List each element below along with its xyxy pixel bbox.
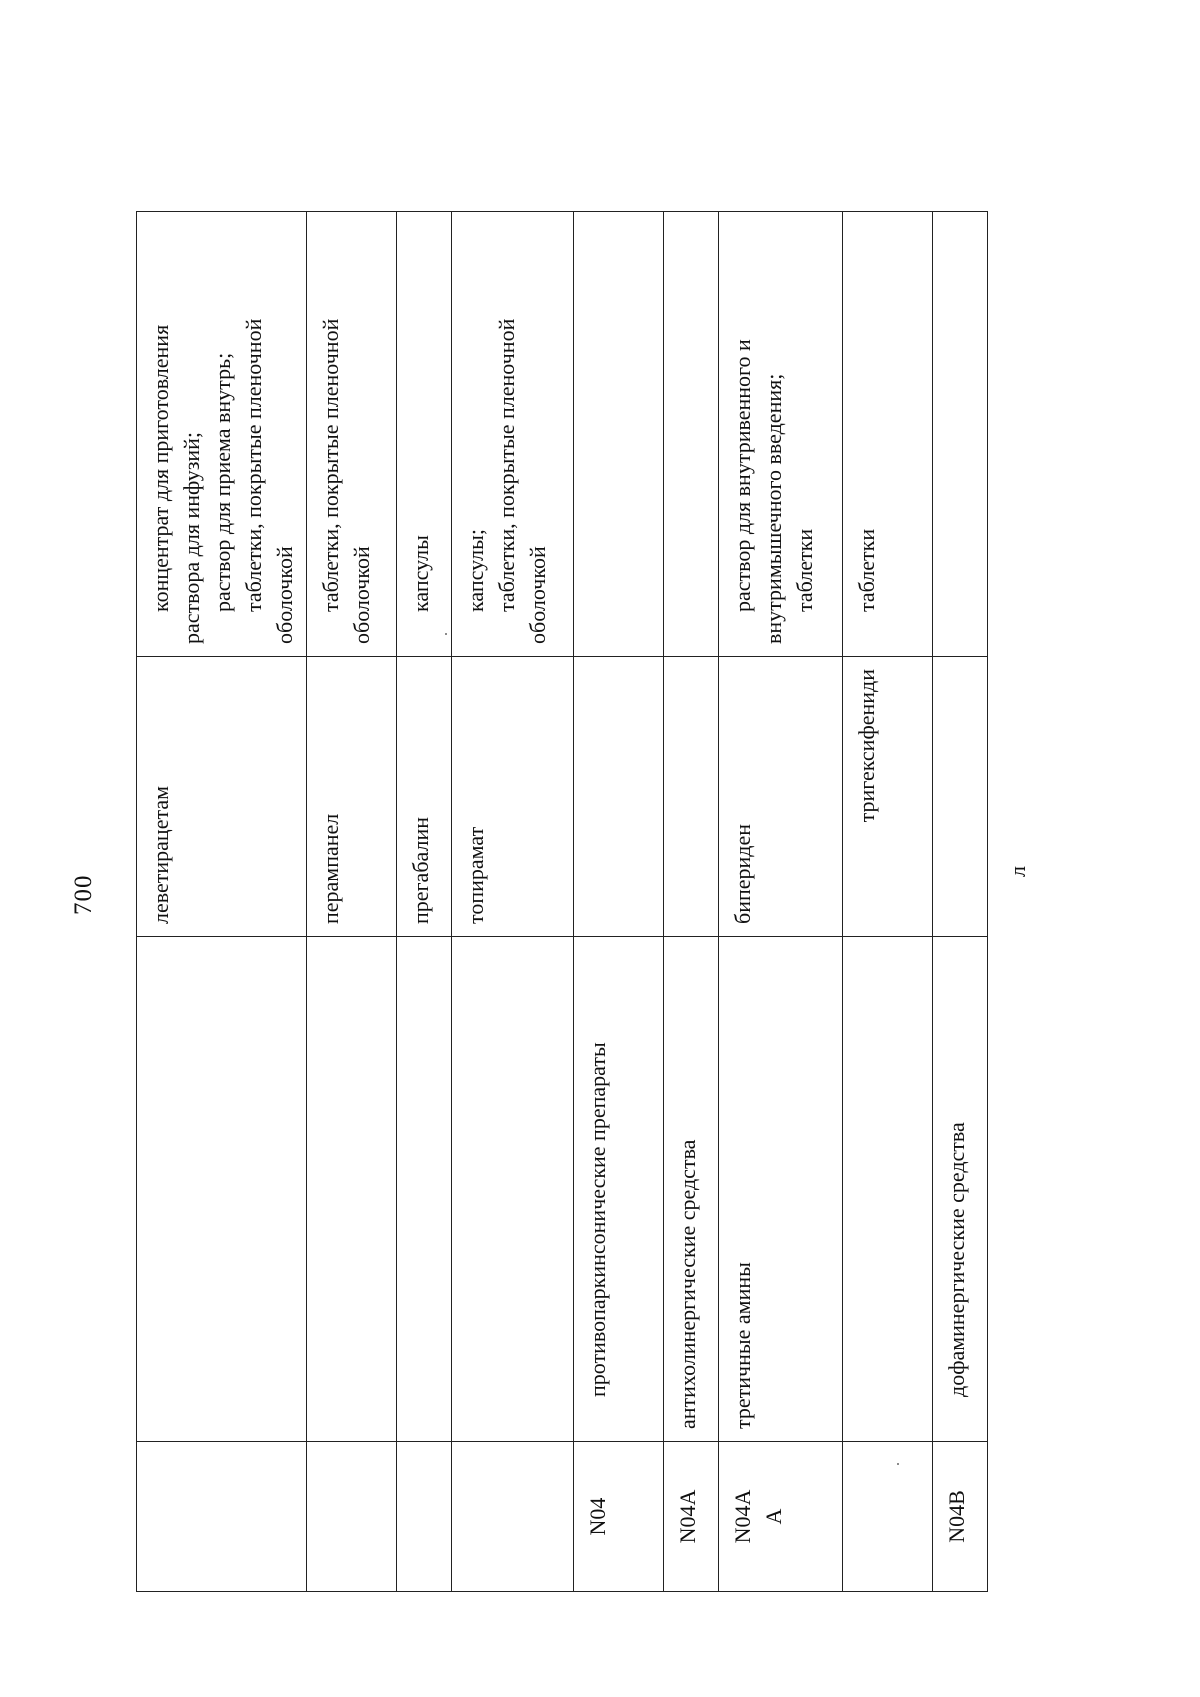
dosage-form-cell: концентрат для приготовления раствора для инфузий; раствор для приема внутрь; таблетки, покрытые пленочной оболочкой — [137, 212, 307, 657]
table-row — [719, 212, 843, 1592]
inn-cell — [933, 657, 988, 937]
atc-code-cell — [307, 1442, 397, 1592]
atc-code-cell: N04 — [574, 1442, 664, 1592]
inn-cell: тригексифениди — [843, 657, 933, 937]
page-number: 700 — [70, 874, 97, 915]
dosage-form-cell: таблетки, покрытые пленочной оболочкой — [307, 212, 397, 657]
dosage-form-cell: раствор для внутривенного и внутримышечного введения; таблетки — [719, 212, 843, 657]
group-cell — [843, 937, 933, 1442]
inn-cell: топирамат — [452, 657, 574, 937]
group-cell: дофаминергические средства — [933, 937, 988, 1442]
atc-code-cell — [137, 1442, 307, 1592]
atc-code-cell: N04B — [933, 1442, 988, 1592]
atc-code-cell — [397, 1442, 452, 1592]
inn-cell — [664, 657, 719, 937]
dosage-form-cell — [574, 212, 664, 657]
scan-speck — [445, 633, 447, 635]
group-cell — [397, 937, 452, 1442]
table-row — [933, 212, 988, 1592]
rotated-page — [0, 117, 1200, 1697]
table-row — [843, 212, 933, 1592]
inn-cell: бипериден — [719, 657, 843, 937]
dosage-form-cell — [664, 212, 719, 657]
dosage-form-cell — [933, 212, 988, 657]
inn-cell: леветирацетам — [137, 657, 307, 937]
table-row — [307, 212, 397, 1592]
inn-cell: прегабалин — [397, 657, 452, 937]
atc-code-cell: N04A A — [719, 1442, 843, 1592]
dosage-form-cell: капсулы; таблетки, покрытые пленочной оболочкой — [452, 212, 574, 657]
atc-code-cell — [843, 1442, 933, 1592]
group-cell — [137, 937, 307, 1442]
group-cell — [307, 937, 397, 1442]
dosage-form-cell: таблетки — [843, 212, 933, 657]
drug-table — [136, 211, 988, 1592]
table-row — [137, 212, 307, 1592]
scan-speck — [897, 1463, 899, 1465]
table-row — [397, 212, 452, 1592]
group-cell — [452, 937, 574, 1442]
table-row — [574, 212, 664, 1592]
table-row — [664, 212, 719, 1592]
group-cell: третичные амины — [719, 937, 843, 1442]
atc-code-cell — [452, 1442, 574, 1592]
inn-cell — [574, 657, 664, 937]
inn-trailing-letter: л — [1005, 866, 1030, 877]
group-cell: антихолинергические средства — [664, 937, 719, 1442]
group-cell: противопаркинсонические препараты — [574, 937, 664, 1442]
inn-cell: перампанел — [307, 657, 397, 937]
dosage-form-cell: капсулы — [397, 212, 452, 657]
atc-code-cell: N04A — [664, 1442, 719, 1592]
table-row — [452, 212, 574, 1592]
